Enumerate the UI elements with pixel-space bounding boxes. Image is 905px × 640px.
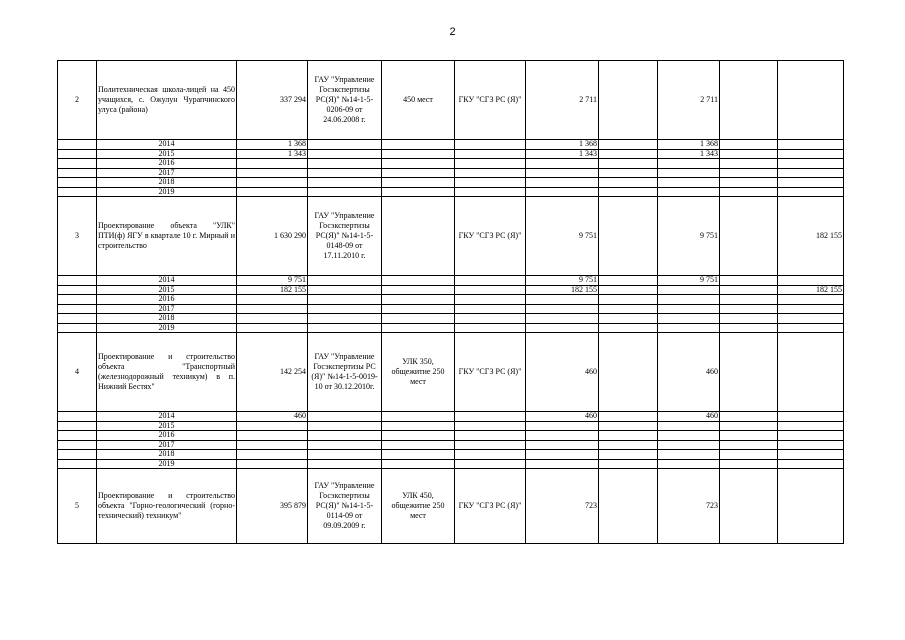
year-republic-cell: 1 368	[658, 140, 720, 150]
other-sources-cell	[778, 469, 844, 544]
local-budget-cell	[720, 333, 778, 412]
year-federal-cell	[599, 459, 658, 469]
year-blank-cell	[455, 440, 526, 450]
year-cost-cell	[237, 168, 308, 178]
year-row	[58, 159, 844, 169]
year-local-cell	[720, 421, 778, 431]
year-blank-cell	[382, 159, 455, 169]
year-blank-cell	[455, 149, 526, 159]
year-local-cell	[720, 149, 778, 159]
year-label-cell: 2018	[97, 450, 237, 460]
republic-budget-cell: 9 751	[658, 197, 720, 276]
republic-budget-cell: 460	[658, 333, 720, 412]
year-republic-cell	[658, 304, 720, 314]
year-total-cell	[526, 304, 599, 314]
construction-objects-table	[57, 60, 844, 544]
year-blank-cell	[455, 178, 526, 188]
republic-budget-cell: 723	[658, 469, 720, 544]
year-other-cell	[778, 450, 844, 460]
year-republic-cell	[658, 314, 720, 324]
local-budget-cell	[720, 469, 778, 544]
capacity-cell: УЛК 450, общежитие 250 мест	[382, 469, 455, 544]
year-blank-cell	[455, 168, 526, 178]
total-funding-cell: 723	[526, 469, 599, 544]
year-federal-cell	[599, 149, 658, 159]
year-republic-cell	[658, 323, 720, 333]
year-local-cell	[720, 276, 778, 286]
year-row	[58, 421, 844, 431]
year-row	[58, 412, 844, 422]
year-federal-cell	[599, 323, 658, 333]
project-row	[58, 333, 844, 412]
year-local-cell	[720, 140, 778, 150]
year-blank-cell	[308, 314, 382, 324]
year-cost-cell: 1 343	[237, 149, 308, 159]
year-local-cell	[720, 440, 778, 450]
year-cost-cell: 9 751	[237, 276, 308, 286]
year-local-cell	[720, 295, 778, 305]
year-republic-cell	[658, 159, 720, 169]
year-blank-cell	[382, 149, 455, 159]
year-blank-cell	[308, 159, 382, 169]
project-number-cell: 5	[58, 469, 97, 544]
year-other-cell	[778, 178, 844, 188]
year-row	[58, 295, 844, 305]
local-budget-cell	[720, 197, 778, 276]
year-total-cell	[526, 459, 599, 469]
year-cost-cell	[237, 187, 308, 197]
year-label-cell: 2017	[97, 168, 237, 178]
year-total-cell	[526, 295, 599, 305]
year-blank-cell	[382, 431, 455, 441]
estimated-cost-cell: 1 630 290	[237, 197, 308, 276]
year-total-cell	[526, 159, 599, 169]
year-cost-cell	[237, 304, 308, 314]
year-local-cell	[720, 168, 778, 178]
year-blank-cell	[308, 304, 382, 314]
year-blank-cell	[382, 285, 455, 295]
year-other-cell	[778, 187, 844, 197]
year-blank-cell	[382, 295, 455, 305]
year-row	[58, 459, 844, 469]
year-blank-cell	[455, 285, 526, 295]
year-blank-cell	[58, 431, 97, 441]
year-republic-cell: 9 751	[658, 276, 720, 286]
year-cost-cell	[237, 421, 308, 431]
year-blank-cell	[308, 178, 382, 188]
year-other-cell	[778, 412, 844, 422]
year-label-cell: 2017	[97, 304, 237, 314]
year-blank-cell	[308, 450, 382, 460]
year-federal-cell	[599, 187, 658, 197]
year-blank-cell	[58, 295, 97, 305]
year-republic-cell	[658, 431, 720, 441]
year-row	[58, 285, 844, 295]
customer-cell: ГКУ "СГЗ РС (Я)"	[455, 469, 526, 544]
year-blank-cell	[58, 178, 97, 188]
year-blank-cell	[308, 323, 382, 333]
year-local-cell	[720, 450, 778, 460]
year-label-cell: 2019	[97, 459, 237, 469]
other-sources-cell: 182 155	[778, 197, 844, 276]
year-blank-cell	[455, 450, 526, 460]
year-cost-cell	[237, 431, 308, 441]
customer-cell: ГКУ "СГЗ РС (Я)"	[455, 197, 526, 276]
year-cost-cell: 460	[237, 412, 308, 422]
year-row	[58, 149, 844, 159]
year-local-cell	[720, 323, 778, 333]
year-total-cell	[526, 323, 599, 333]
year-blank-cell	[58, 285, 97, 295]
project-name-cell: Проектирование и строительство объекта "Горно-геологический (горно-технический) техникум"	[97, 469, 237, 544]
year-blank-cell	[58, 450, 97, 460]
year-blank-cell	[382, 304, 455, 314]
total-funding-cell: 2 711	[526, 61, 599, 140]
project-name-cell: Политехническая школа-лицей на 450 учащихся, с. Ожулун Чурапчинского улуса (района)	[97, 61, 237, 140]
year-other-cell	[778, 323, 844, 333]
year-blank-cell	[58, 168, 97, 178]
year-row	[58, 304, 844, 314]
year-blank-cell	[455, 412, 526, 422]
year-cost-cell	[237, 295, 308, 305]
estimated-cost-cell: 395 879	[237, 469, 308, 544]
year-cost-cell	[237, 178, 308, 188]
project-row	[58, 469, 844, 544]
year-total-cell	[526, 178, 599, 188]
year-local-cell	[720, 285, 778, 295]
year-local-cell	[720, 178, 778, 188]
total-funding-cell: 460	[526, 333, 599, 412]
year-other-cell	[778, 276, 844, 286]
year-blank-cell	[455, 459, 526, 469]
year-row	[58, 276, 844, 286]
year-blank-cell	[455, 304, 526, 314]
project-number-cell: 4	[58, 333, 97, 412]
year-blank-cell	[455, 421, 526, 431]
capacity-cell: 450 мест	[382, 61, 455, 140]
year-blank-cell	[308, 140, 382, 150]
year-local-cell	[720, 187, 778, 197]
year-republic-cell	[658, 450, 720, 460]
year-blank-cell	[58, 459, 97, 469]
year-local-cell	[720, 431, 778, 441]
year-blank-cell	[58, 412, 97, 422]
year-federal-cell	[599, 450, 658, 460]
year-federal-cell	[599, 168, 658, 178]
year-label-cell: 2019	[97, 323, 237, 333]
republic-budget-cell: 2 711	[658, 61, 720, 140]
year-cost-cell	[237, 159, 308, 169]
year-total-cell: 1 343	[526, 149, 599, 159]
year-blank-cell	[308, 276, 382, 286]
year-blank-cell	[382, 450, 455, 460]
year-blank-cell	[308, 421, 382, 431]
year-label-cell: 2016	[97, 159, 237, 169]
other-sources-cell	[778, 61, 844, 140]
project-number-cell: 3	[58, 197, 97, 276]
year-total-cell: 9 751	[526, 276, 599, 286]
year-blank-cell	[308, 431, 382, 441]
capacity-cell: УЛК 350, общежитие 250 мест	[382, 333, 455, 412]
year-blank-cell	[382, 187, 455, 197]
year-blank-cell	[455, 295, 526, 305]
year-federal-cell	[599, 440, 658, 450]
year-blank-cell	[58, 323, 97, 333]
year-other-cell	[778, 314, 844, 324]
year-other-cell	[778, 440, 844, 450]
year-blank-cell	[308, 168, 382, 178]
year-federal-cell	[599, 431, 658, 441]
year-blank-cell	[455, 431, 526, 441]
year-other-cell	[778, 168, 844, 178]
year-row	[58, 178, 844, 188]
year-label-cell: 2014	[97, 412, 237, 422]
year-blank-cell	[58, 140, 97, 150]
estimated-cost-cell: 142 254	[237, 333, 308, 412]
year-republic-cell	[658, 421, 720, 431]
year-label-cell: 2016	[97, 431, 237, 441]
federal-budget-cell	[599, 197, 658, 276]
year-blank-cell	[382, 178, 455, 188]
year-row	[58, 323, 844, 333]
year-total-cell	[526, 187, 599, 197]
expertise-conclusion-cell: ГАУ "Управление Госэкспертизы РС(Я)" №14-1-5-0148-09 от 17.11.2010 г.	[308, 197, 382, 276]
year-other-cell	[778, 149, 844, 159]
year-blank-cell	[308, 459, 382, 469]
year-republic-cell	[658, 459, 720, 469]
year-local-cell	[720, 314, 778, 324]
year-row	[58, 450, 844, 460]
year-blank-cell	[382, 440, 455, 450]
year-federal-cell	[599, 178, 658, 188]
year-blank-cell	[455, 159, 526, 169]
year-republic-cell	[658, 440, 720, 450]
year-label-cell: 2018	[97, 314, 237, 324]
total-funding-cell: 9 751	[526, 197, 599, 276]
capacity-cell	[382, 197, 455, 276]
year-blank-cell	[308, 149, 382, 159]
year-blank-cell	[308, 187, 382, 197]
year-row	[58, 187, 844, 197]
year-federal-cell	[599, 276, 658, 286]
year-total-cell	[526, 421, 599, 431]
year-other-cell	[778, 304, 844, 314]
year-total-cell	[526, 450, 599, 460]
expertise-conclusion-cell: ГАУ "Управление Госэкспертизы РС(Я)" №14-1-5-0114-09 от 09.09.2009 г.	[308, 469, 382, 544]
year-cost-cell: 1 368	[237, 140, 308, 150]
year-blank-cell	[58, 149, 97, 159]
year-cost-cell	[237, 314, 308, 324]
year-cost-cell	[237, 440, 308, 450]
project-name-cell: Проектирование и строительство объекта "Транспортный (железнодорожный техникум) в п. Нижний Бестях"	[97, 333, 237, 412]
year-row	[58, 168, 844, 178]
year-row	[58, 431, 844, 441]
federal-budget-cell	[599, 333, 658, 412]
year-cost-cell	[237, 450, 308, 460]
expertise-conclusion-cell: ГАУ "Управление Госэкспертизы РС (Я)" №14-1-5-0019-10 от 30.12.2010г.	[308, 333, 382, 412]
year-blank-cell	[58, 440, 97, 450]
year-row	[58, 140, 844, 150]
year-label-cell: 2018	[97, 178, 237, 188]
year-republic-cell	[658, 168, 720, 178]
federal-budget-cell	[599, 469, 658, 544]
year-blank-cell	[382, 276, 455, 286]
year-federal-cell	[599, 285, 658, 295]
year-federal-cell	[599, 304, 658, 314]
year-blank-cell	[308, 295, 382, 305]
year-label-cell: 2019	[97, 187, 237, 197]
year-total-cell	[526, 440, 599, 450]
customer-cell: ГКУ "СГЗ РС (Я)"	[455, 61, 526, 140]
year-other-cell	[778, 159, 844, 169]
year-blank-cell	[382, 140, 455, 150]
year-local-cell	[720, 412, 778, 422]
year-federal-cell	[599, 421, 658, 431]
year-total-cell: 182 155	[526, 285, 599, 295]
year-cost-cell: 182 155	[237, 285, 308, 295]
year-total-cell	[526, 168, 599, 178]
year-label-cell: 2017	[97, 440, 237, 450]
year-blank-cell	[455, 187, 526, 197]
year-label-cell: 2015	[97, 421, 237, 431]
year-local-cell	[720, 304, 778, 314]
estimated-cost-cell: 337 294	[237, 61, 308, 140]
year-blank-cell	[58, 276, 97, 286]
year-blank-cell	[58, 421, 97, 431]
year-local-cell	[720, 459, 778, 469]
year-row	[58, 314, 844, 324]
year-blank-cell	[382, 421, 455, 431]
year-total-cell	[526, 314, 599, 324]
year-row	[58, 440, 844, 450]
year-blank-cell	[455, 140, 526, 150]
year-blank-cell	[382, 323, 455, 333]
year-blank-cell	[455, 323, 526, 333]
year-total-cell: 1 368	[526, 140, 599, 150]
project-number-cell: 2	[58, 61, 97, 140]
year-other-cell	[778, 140, 844, 150]
project-row	[58, 61, 844, 140]
year-blank-cell	[308, 285, 382, 295]
year-blank-cell	[382, 168, 455, 178]
expertise-conclusion-cell: ГАУ "Управление Госэкспертизы РС(Я)" №14-1-5-0206-09 от 24.06.2008 г.	[308, 61, 382, 140]
year-republic-cell: 460	[658, 412, 720, 422]
other-sources-cell	[778, 333, 844, 412]
year-federal-cell	[599, 412, 658, 422]
year-other-cell	[778, 459, 844, 469]
year-label-cell: 2014	[97, 140, 237, 150]
year-label-cell: 2015	[97, 285, 237, 295]
year-blank-cell	[58, 314, 97, 324]
year-other-cell: 182 155	[778, 285, 844, 295]
year-label-cell: 2015	[97, 149, 237, 159]
page-number: 2	[449, 26, 456, 38]
year-cost-cell	[237, 459, 308, 469]
federal-budget-cell	[599, 61, 658, 140]
year-other-cell	[778, 295, 844, 305]
year-republic-cell	[658, 285, 720, 295]
year-federal-cell	[599, 140, 658, 150]
year-total-cell	[526, 431, 599, 441]
year-blank-cell	[455, 314, 526, 324]
customer-cell: ГКУ "СГЗ РС (Я)"	[455, 333, 526, 412]
year-label-cell: 2016	[97, 295, 237, 305]
year-republic-cell: 1 343	[658, 149, 720, 159]
year-federal-cell	[599, 159, 658, 169]
year-blank-cell	[455, 276, 526, 286]
year-blank-cell	[308, 440, 382, 450]
year-blank-cell	[58, 159, 97, 169]
year-cost-cell	[237, 323, 308, 333]
year-local-cell	[720, 159, 778, 169]
year-total-cell: 460	[526, 412, 599, 422]
year-blank-cell	[58, 187, 97, 197]
year-blank-cell	[382, 412, 455, 422]
year-republic-cell	[658, 295, 720, 305]
year-federal-cell	[599, 295, 658, 305]
year-blank-cell	[58, 304, 97, 314]
project-row	[58, 197, 844, 276]
year-label-cell: 2014	[97, 276, 237, 286]
year-blank-cell	[382, 459, 455, 469]
year-blank-cell	[308, 412, 382, 422]
year-blank-cell	[382, 314, 455, 324]
year-republic-cell	[658, 178, 720, 188]
table-body	[58, 61, 844, 544]
year-republic-cell	[658, 187, 720, 197]
year-federal-cell	[599, 314, 658, 324]
project-name-cell: Проектирование объекта "УЛК" ПТИ(ф) ЯГУ в квартале 10 г. Мирный и строительство	[97, 197, 237, 276]
local-budget-cell	[720, 61, 778, 140]
year-other-cell	[778, 431, 844, 441]
year-other-cell	[778, 421, 844, 431]
